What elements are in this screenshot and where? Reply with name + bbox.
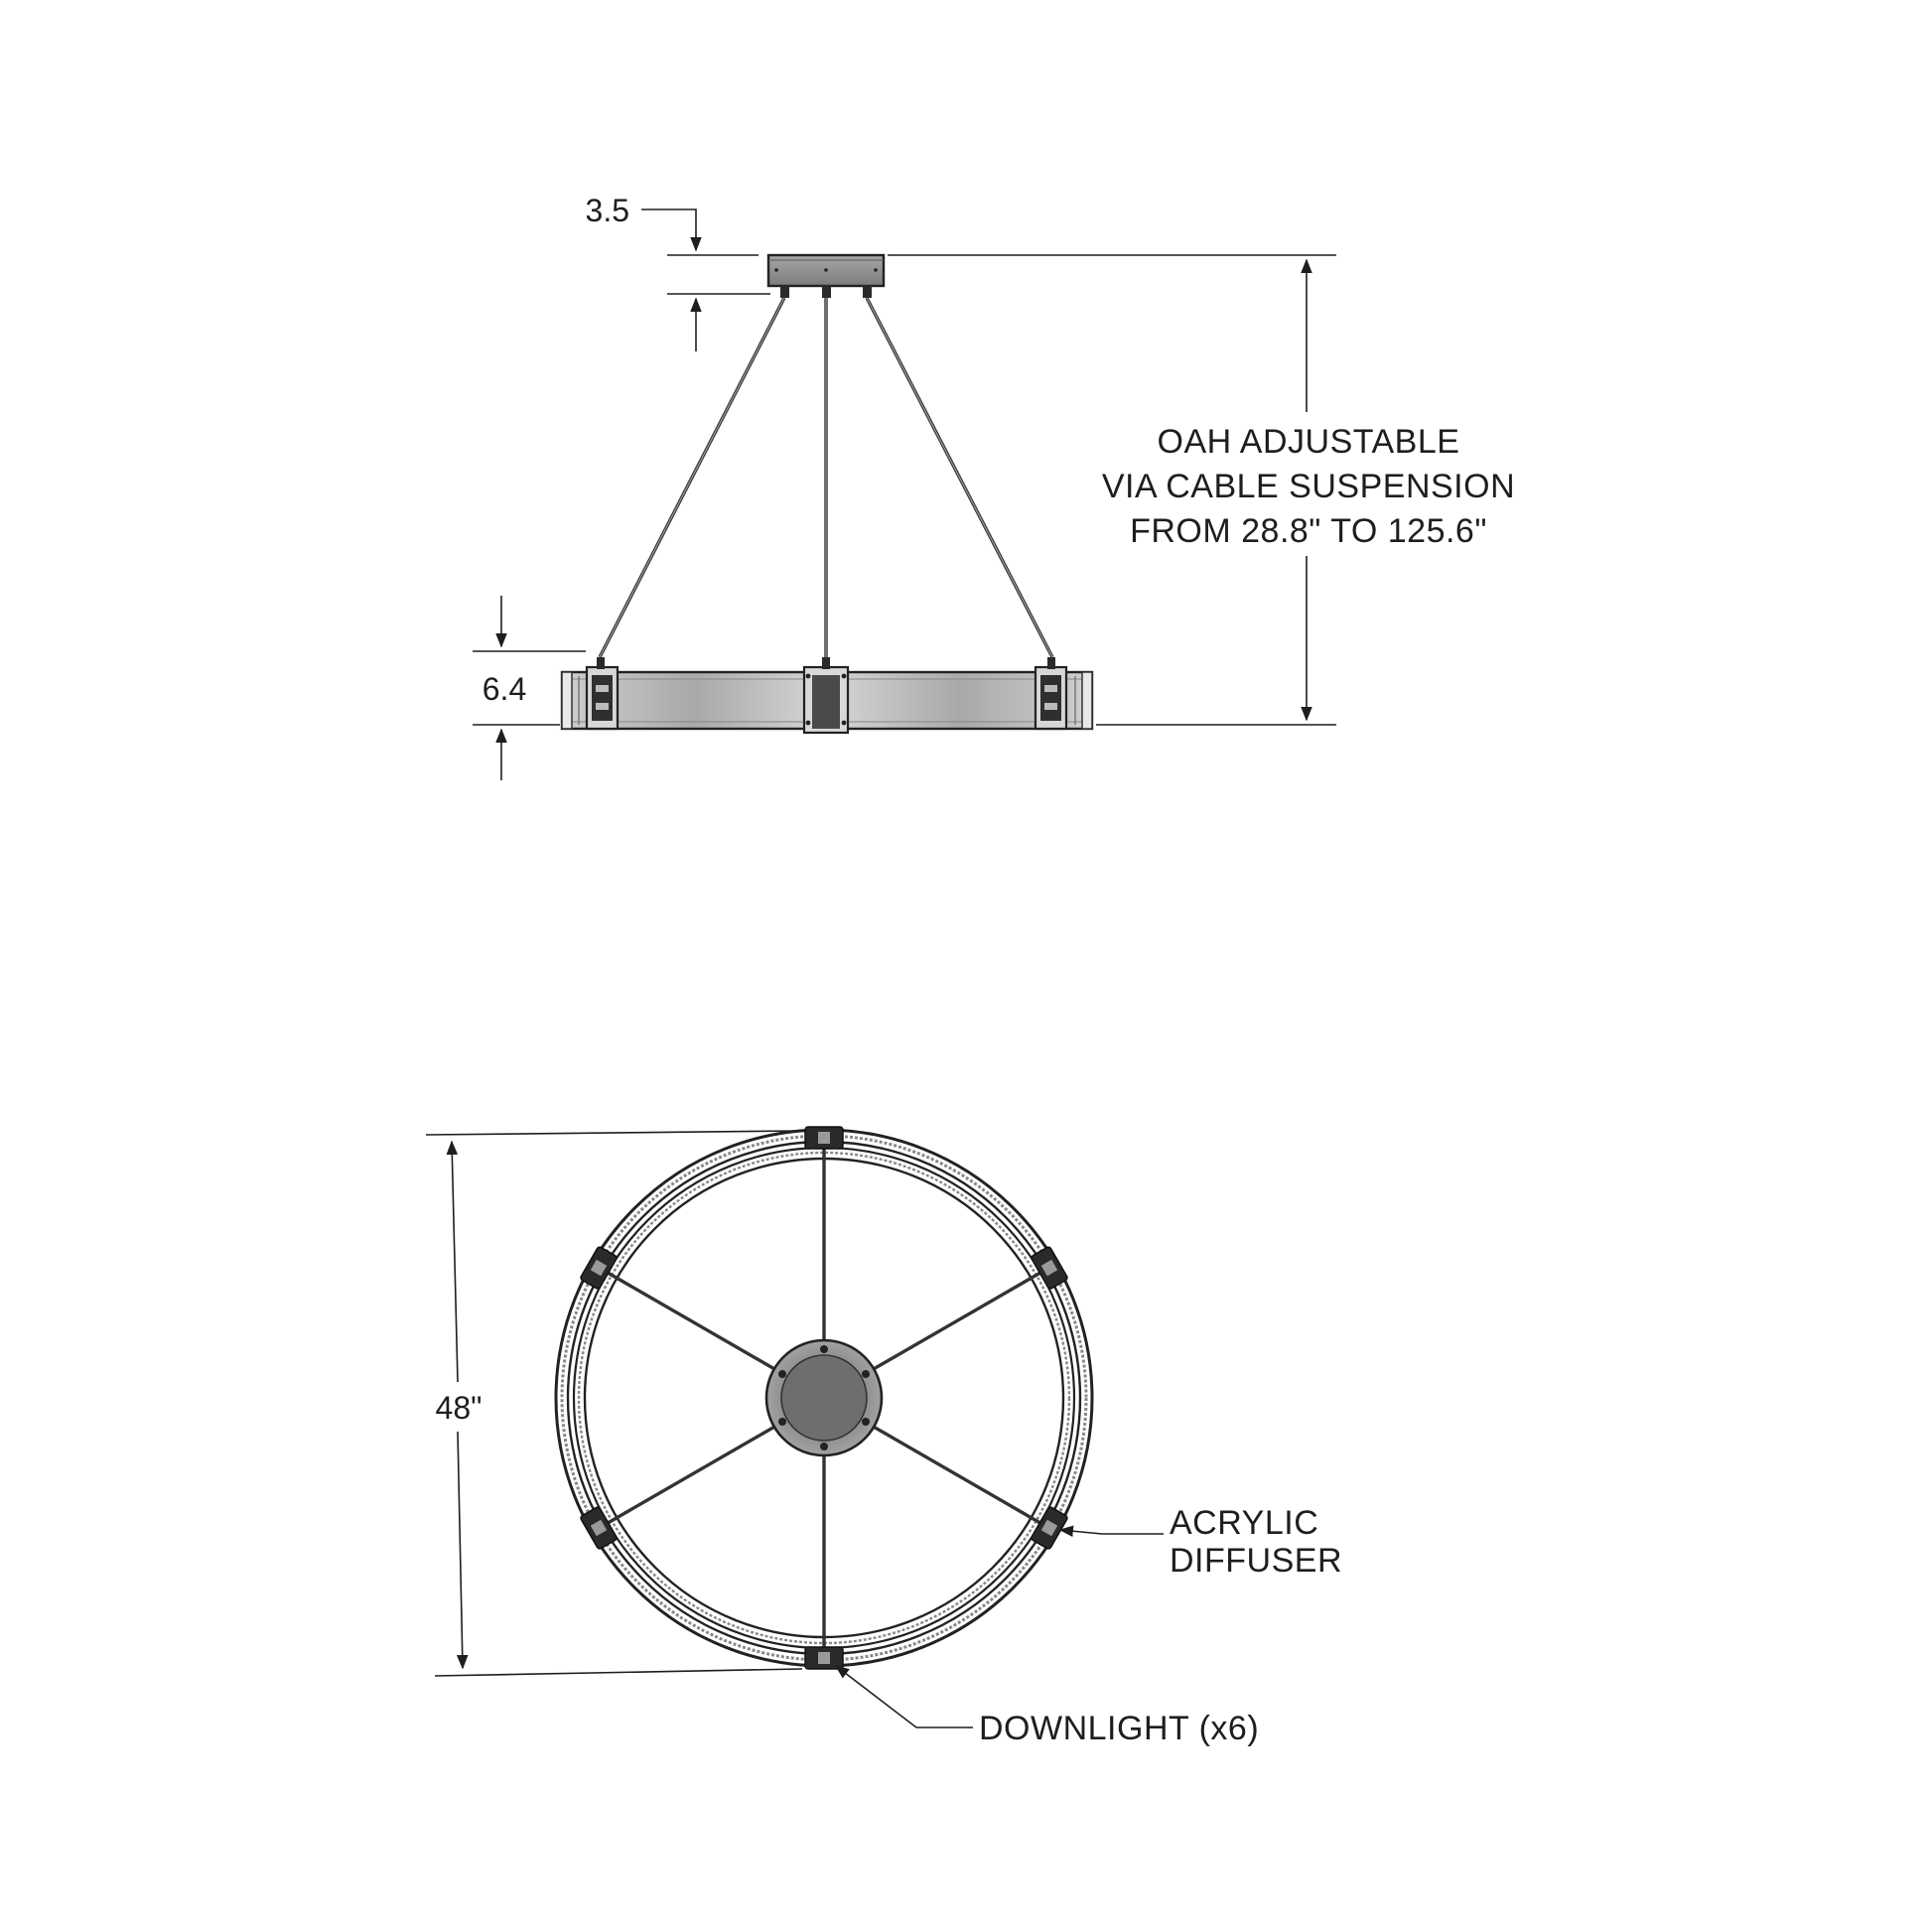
diameter-value: 48"	[435, 1390, 483, 1426]
downlight-housing-right	[1035, 657, 1066, 729]
downlight-bottom	[805, 1647, 843, 1669]
callout-diffuser-leader	[1060, 1530, 1164, 1534]
downlight-top	[805, 1127, 843, 1149]
oah-note-line-1: OAH ADJUSTABLE	[1157, 423, 1460, 461]
canopy-hub	[766, 1340, 882, 1455]
callout-downlight-label: DOWNLIGHT (x6)	[979, 1710, 1260, 1747]
oah-note-line-2: VIA CABLE SUSPENSION	[1101, 468, 1516, 505]
dimension-canopy-height	[641, 209, 770, 351]
plan-view	[426, 1127, 1342, 1747]
canopy	[768, 255, 884, 298]
suspension-cables	[600, 298, 1052, 657]
ring-height-value: 6.4	[482, 671, 527, 707]
side-view	[473, 193, 1515, 780]
dimension-diameter	[426, 1131, 802, 1676]
callout-downlight-leader	[836, 1666, 973, 1727]
canopy-height-value: 3.5	[585, 193, 629, 228]
oah-note	[1102, 423, 1515, 550]
callout-diffuser-line-2: DIFFUSER	[1170, 1542, 1342, 1580]
callout-diffuser-line-1: ACRYLIC	[1170, 1504, 1319, 1542]
downlight-housing-left	[587, 657, 618, 729]
oah-note-line-3: FROM 28.8" TO 125.6"	[1130, 512, 1487, 550]
downlight-housing-center	[804, 657, 848, 733]
